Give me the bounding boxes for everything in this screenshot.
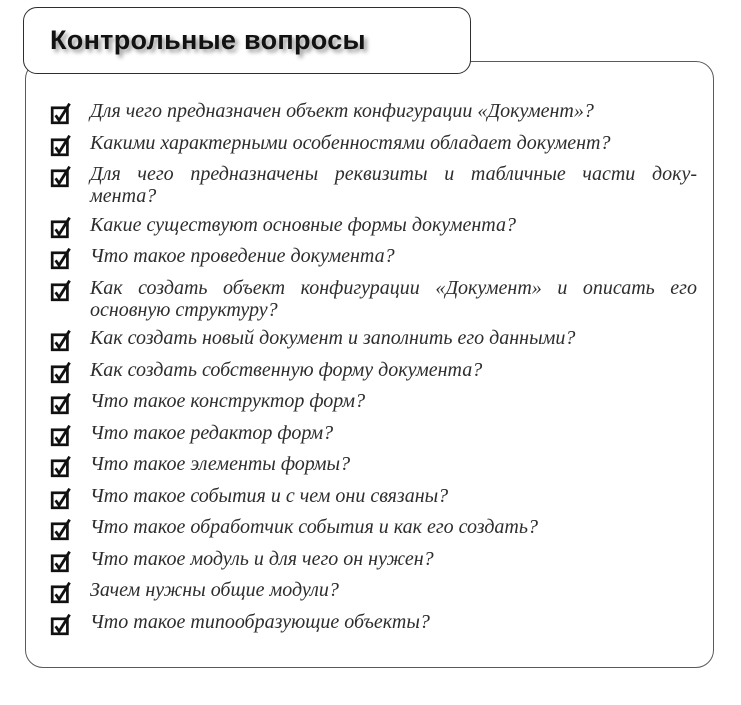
- checked-checkbox-icon: [50, 549, 71, 573]
- question-line: Какие существуют основные формы документа?: [90, 213, 516, 236]
- question-item: [50, 277, 697, 321]
- question-line: Что такое проведение документа?: [90, 245, 395, 267]
- question-line: Какими характерными особенностями обладает документ?: [90, 131, 611, 154]
- question-line: Для чего предназначен объект конфигурации «Документ»?: [90, 100, 594, 122]
- question-line: Что такое конструктор форм?: [90, 390, 366, 412]
- question-text: [90, 485, 697, 507]
- question-item: [50, 359, 697, 384]
- checked-checkbox-icon: [50, 360, 71, 384]
- question-line: основную структуру?: [90, 298, 278, 321]
- question-text: [90, 548, 697, 570]
- question-item: [50, 422, 697, 447]
- question-line: Что такое элементы формы?: [90, 453, 351, 475]
- question-line: Для чего предназначены реквизиты и табличные части доку-: [90, 163, 697, 185]
- question-text: [90, 163, 697, 207]
- question-line: Что такое типообразующие объекты?: [90, 610, 430, 633]
- question-text: [90, 611, 697, 633]
- question-item: [50, 100, 697, 125]
- checked-checkbox-icon: [50, 278, 71, 302]
- question-text: [90, 100, 697, 122]
- checked-checkbox-icon: [50, 246, 71, 270]
- question-item: [50, 214, 697, 239]
- question-line: Что такое события и с чем они связаны?: [90, 484, 449, 507]
- question-item: [50, 327, 697, 352]
- page-title: Контрольные вопросы: [50, 25, 366, 55]
- question-text: [90, 132, 697, 154]
- question-text: [90, 277, 697, 321]
- question-item: [50, 245, 697, 270]
- question-item: [50, 611, 697, 636]
- question-list: [50, 100, 697, 642]
- checked-checkbox-icon: [50, 580, 71, 604]
- question-item: [50, 453, 697, 478]
- question-item: [50, 548, 697, 573]
- question-line: Как создать собственную форму документа?: [90, 358, 483, 381]
- question-item: [50, 485, 697, 510]
- question-line: Что такое модуль и для чего он нужен?: [90, 547, 434, 570]
- question-text: [90, 516, 697, 538]
- question-text: [90, 453, 697, 475]
- question-item: [50, 132, 697, 157]
- checked-checkbox-icon: [50, 517, 71, 541]
- title-box: [23, 7, 471, 74]
- question-item: [50, 579, 697, 604]
- checked-checkbox-icon: [50, 454, 71, 478]
- question-line: Что такое обработчик события и как его создать?: [90, 516, 538, 538]
- checked-checkbox-icon: [50, 133, 71, 157]
- question-line: Зачем нужны общие модули?: [90, 579, 339, 601]
- question-text: [90, 245, 697, 267]
- checked-checkbox-icon: [50, 612, 71, 636]
- checked-checkbox-icon: [50, 486, 71, 510]
- checked-checkbox-icon: [50, 328, 71, 352]
- checked-checkbox-icon: [50, 391, 71, 415]
- checked-checkbox-icon: [50, 215, 71, 239]
- question-line: Как создать новый документ и заполнить его данными?: [90, 327, 576, 349]
- checked-checkbox-icon: [50, 164, 71, 188]
- question-line: Что такое редактор форм?: [90, 421, 334, 444]
- checked-checkbox-icon: [50, 101, 71, 125]
- question-text: [90, 579, 697, 601]
- question-text: [90, 359, 697, 381]
- question-item: [50, 163, 697, 207]
- question-text: [90, 327, 697, 349]
- question-line: мента?: [90, 185, 157, 207]
- question-item: [50, 516, 697, 541]
- question-text: [90, 390, 697, 412]
- question-item: [50, 390, 697, 415]
- checked-checkbox-icon: [50, 423, 71, 447]
- question-text: [90, 214, 697, 236]
- question-text: [90, 422, 697, 444]
- question-line: Как создать объект конфигурации «Документ» и описать его: [90, 276, 697, 299]
